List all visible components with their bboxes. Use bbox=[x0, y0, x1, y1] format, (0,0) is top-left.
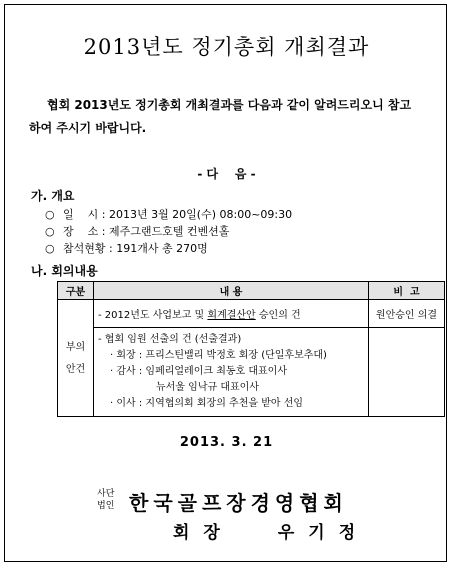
document-frame bbox=[4, 4, 447, 562]
row-value: : 191개사 총 270명 bbox=[105, 242, 208, 255]
item-text: 승인의 건 bbox=[255, 310, 301, 321]
overview-row-venue bbox=[45, 223, 229, 239]
overview-row-datetime bbox=[45, 206, 292, 222]
row-value: : 제주그랜드호텔 컨벤션홀 bbox=[98, 225, 230, 238]
section-content-heading: 나. 회의내용 bbox=[31, 264, 98, 278]
circle-bullet-icon: ○ bbox=[45, 208, 55, 221]
org-type-label bbox=[97, 488, 114, 512]
org-type-line-1: 사단 bbox=[97, 489, 115, 499]
circle-bullet-icon: ○ bbox=[45, 242, 55, 255]
overview-row-attendance bbox=[45, 240, 208, 256]
org-type-line-2: 법인 bbox=[97, 501, 115, 511]
header-remarks: 비 고 bbox=[369, 282, 445, 300]
table-row bbox=[58, 328, 445, 417]
agenda-item-note-empty bbox=[369, 328, 445, 417]
row-label: 일 시 bbox=[63, 208, 99, 221]
row-label: 장 소 bbox=[63, 225, 99, 238]
intro-line-1: 협회 2013년도 정기총회 개최결과를 다음과 같이 알려드리오니 참고 bbox=[47, 98, 412, 112]
item-line-president: · 회장 : 프리스틴밸리 박정호 회장 (단일후보추대) bbox=[110, 350, 327, 361]
agenda-item-business-report bbox=[94, 300, 369, 328]
signatory-title: 회장 bbox=[173, 523, 234, 543]
center-heading: - 다 음 - bbox=[197, 167, 256, 181]
organization-name: 한국골프장경영협회 bbox=[129, 491, 348, 515]
item-line-auditor-2: 뉴서울 임낙규 대표이사 bbox=[156, 382, 259, 393]
item-heading: - 협회 임원 선출의 건 (선출결과) bbox=[98, 334, 242, 345]
section-overview-heading: 가. 개요 bbox=[31, 189, 75, 203]
signatory bbox=[173, 518, 369, 543]
document-date: 2013. 3. 21 bbox=[179, 435, 274, 450]
circle-bullet-icon: ○ bbox=[45, 225, 55, 238]
table-row bbox=[58, 300, 445, 328]
agenda-item-note: 원안승인 의결 bbox=[369, 300, 445, 328]
item-line-directors: · 이사 : 지역협의회 회장의 추천을 받아 선임 bbox=[110, 398, 304, 409]
header-content: 내 용 bbox=[94, 282, 369, 300]
item-text: - 2012년도 사업보고 및 bbox=[98, 310, 208, 321]
agenda-group-label: 부의 안건 bbox=[58, 300, 94, 417]
item-underlined-text: 회계결산안 bbox=[207, 310, 256, 321]
row-label: 참석현황 bbox=[63, 242, 106, 255]
header-category: 구분 bbox=[58, 282, 94, 300]
signatory-name: 우기정 bbox=[277, 523, 370, 543]
agenda-table bbox=[57, 281, 445, 417]
row-value: : 2013년 3월 20일(수) 08:00~09:30 bbox=[98, 208, 293, 221]
intro-line-2: 하여 주시기 바랍니다. bbox=[29, 121, 147, 135]
document-title: 2013년도 정기총회 개최결과 bbox=[83, 35, 370, 59]
table-header-row bbox=[58, 282, 445, 300]
agenda-item-election bbox=[94, 328, 369, 417]
item-line-auditor: · 감사 : 임페리얼레이크 최동호 대표이사 bbox=[110, 366, 288, 377]
